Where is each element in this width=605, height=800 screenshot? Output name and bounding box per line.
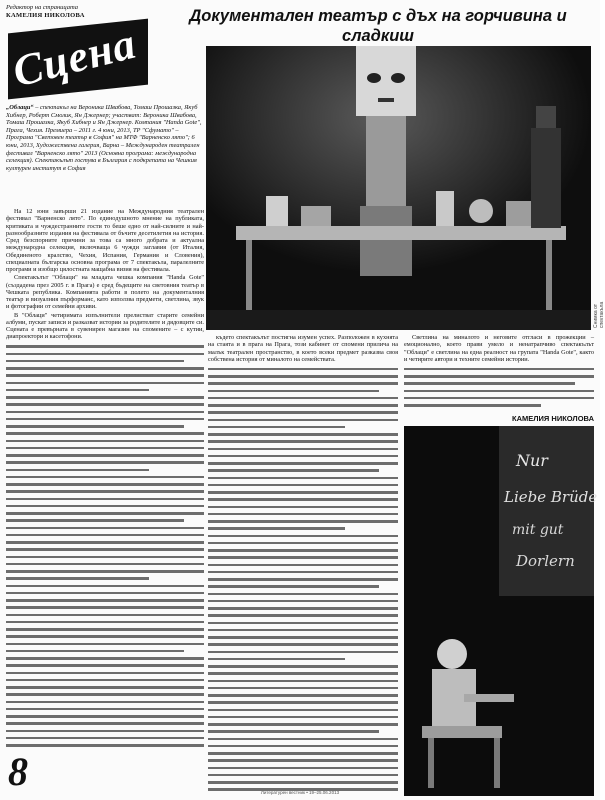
photo-top-credit: Снимка от спектакъла xyxy=(593,301,605,328)
page-footer: Литературен вестник • 19–25.06.2013 xyxy=(260,790,340,795)
handwriting-line-4: Dorlern xyxy=(516,552,575,570)
text-lines xyxy=(208,368,398,791)
performance-photo-top-image xyxy=(206,46,591,330)
article-byline: КАМЕЛИЯ НИКОЛОВА xyxy=(512,414,594,423)
paragraph: където спектакълът постигна изумен успех. Разположен в кухнята на стаята и в прага на Прага, този кабинет от спомени прилича на малък театрален пространство, в което всеки предмет разказва своя собствена история от миналото на семействата. xyxy=(208,334,398,363)
editor-credit xyxy=(6,4,156,19)
page-number: 8 xyxy=(8,749,28,794)
paragraph: На 12 юни завърши 21 издание на Международния театрален фестивал "Варненско лято". По единодушното мнение на публиката, критиката и чуждестранните гости то беше едно от най-силните и най-разнообразните издания на фестивала от бъчите десетилетия на история. Сред безспорните причини за това са много добрата и актуална международна селекция, включваща 6 чужди заглавия (от Италия, Обединеното кралство, Чехия, Испания, Германия и Словения), специалната българска основна програма от 7 спектакъла, паралелните програми и изобщо цялостната мащабна визия на фестивала. xyxy=(6,208,204,273)
text-lines xyxy=(6,345,204,746)
paragraph: В "Облаци" четиримата изпълнители прелистват старите семейни албуми, пускат записи и разказват истории за родителите и дядовците си. Сцената е превърната в сувенирен магазин на спомените – с кутии, диапроектори и касетофони. xyxy=(6,311,204,341)
article-column-3 xyxy=(404,334,594,420)
headline-line-1: Документален театър с дъх на горчивина и сладкиш xyxy=(189,7,567,45)
handwriting-line-1: Nur xyxy=(516,451,548,470)
section-title: Сцена xyxy=(7,18,141,97)
handwriting-line-2: Liebe Brüde xyxy=(504,488,598,506)
paragraph: Светлина на миналото и неговите отгласи в прожекции – емоционално, което прави умело и ненатрапчиво спектакълът "Облаци" е светлина на една реалност на групата "Handa Gote", както и четирите автори и техните семейни истории. xyxy=(404,334,594,363)
section-badge xyxy=(4,20,154,98)
editor-name: КАМЕЛИЯ НИКОЛОВА xyxy=(6,11,85,19)
performance-photo-top xyxy=(206,46,591,330)
article-column-1 xyxy=(6,208,204,748)
performance-photo-bottom-image xyxy=(404,426,598,796)
article-column-2 xyxy=(208,334,398,796)
paragraph: Спектакълът "Облаци" на младата чешка компания "Handa Gote" (създадена през 2005 г. в Прага) е сред бъдещите на световния театър в Чешката република. Компанията работи в полето на документалния театър и визуалния пърформанс, като използва предмети, светлина, звук и фотографии от семейни архиви. xyxy=(6,274,204,311)
intro-text: – спектакъл на Вероника Швабова, Томаш Прошазка, Якуб Хибнер, Роберт Смолик, Ян Джернер; участват: Вероника Швабова, Томаш Прошазка, Якуб Хибнер и Ян Джернер. Компания "Handa Gote", Прага, Чехия. Премиера – 2011 г. 4 юни, 2013, ТР "Сфумато" – Програма "Световен театър в София" на МТФ "Варненско лято"; 6 юни, 2013, Художествена галерия, Варна – Международен театрален фестивал "Варненско лято" 2013 (Основна програма: международна селекция). Спектакълът гостува в България с подкрепата на Чешкия културен институт в София xyxy=(6,104,202,172)
performance-info xyxy=(6,104,202,172)
performance-photo-bottom xyxy=(404,426,598,796)
handwriting-line-3: mit gut xyxy=(512,522,564,538)
text-lines xyxy=(404,368,594,407)
editor-label: Редактор на страницата xyxy=(6,4,79,11)
intro-lead: „Облаци“ xyxy=(6,104,34,111)
